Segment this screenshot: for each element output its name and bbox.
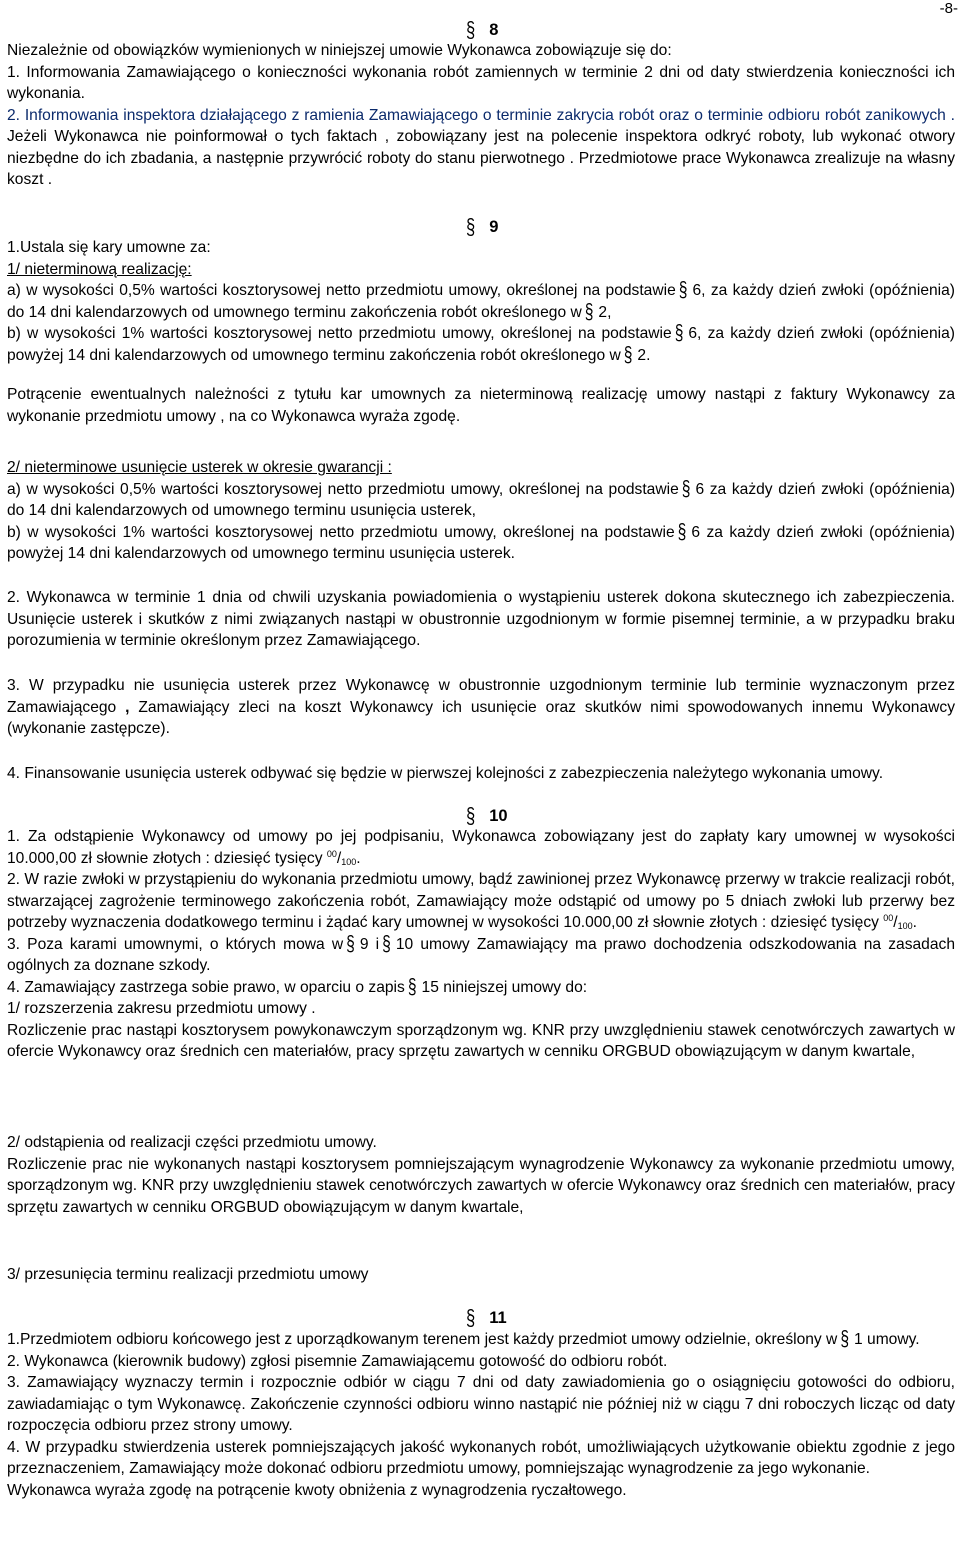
section-heading-10: § 10 (466, 803, 508, 829)
paragraph: 3. Poza karami umownymi, o których mowa w § 9 i § 10 umowy Zamawiający ma prawo dochodzenia odszkodowania na zasadach ogólnych za doznane szkody. (7, 932, 955, 974)
paragraph: Rozliczenie prac nie wykonanych nastąpi kosztorysem pomniejszającym wynagrodzenie Wykonawcy za wykonanie przedmiotu umowy, sporządzonym wg. KNR przy uwzględnieniu stawek cenotwórczych zawartych w ofercie Wykonawcy oraz średnich cen materiałów, pracy sprzętu zawartych w cenniku ORGBUD obowiązującym w danym kwartale, (7, 1155, 955, 1216)
section-9-body (7, 237, 955, 366)
paragraph: 4. Zamawiający zastrzega sobie prawo, w oparciu o zapis § 15 niniejszej umowy do: (7, 975, 588, 999)
section-sign-icon: § (466, 1305, 476, 1331)
paragraph-9-3: 3. W przypadku nie usunięcia usterek przez Wykonawcę w obustronnie uzgodnionym terminie lub terminie wyznaczonym przez Zamawiającego , Zamawiający zleci na koszt Wykonawcy ich usunięcie oraz skutków nimi spowodowanych innemu Wykonawcy (wykonanie zastępcze). (7, 677, 955, 737)
paragraph: 1/ nieterminową realizację: (7, 260, 192, 278)
paragraph: 2/ nieterminowe usunięcie usterek w okresie gwarancji : (7, 459, 392, 476)
section-heading-11: § 11 (466, 1305, 507, 1331)
paragraph: 4. W przypadku stwierdzenia usterek pomniejszających jakość wykonanych robót, umożliwiających użytkowanie obiektu zgodnie z jego przeznaczeniem, Zamawiający może dokonać odbioru przedmiotu umowy, pomniejszając wynagrodzenie za jego wykonanie. (7, 1438, 955, 1477)
paragraph: 1. Informowania Zamawiającego o konieczności wykonania robót zamiennych w terminie 2 dni od daty stwierdzenia konieczności ich wykonania. (7, 63, 955, 102)
paragraph: 2. Wykonawca (kierownik budowy) zgłosi pisemnie Zamawiającemu gotowość do odbioru robót. (7, 1352, 668, 1370)
paragraph-9-4: 4. Finansowanie usunięcia usterek odbywać się będzie w pierwszej kolejności z zabezpieczenia należytego wykonania umowy. (7, 765, 884, 782)
paragraph: b) w wysokości 1% wartości kosztorysowej netto przedmiotu umowy, określonej na podstawie § 6, za każdy dzień zwłoki (opóźnienia) powyżej 14 dni kalendarzowych od umownego terminu zakończenia robót określonego w § 2. (7, 321, 955, 367)
paragraph: 3. Zamawiający wyznaczy termin i rozpocznie odbiór w ciągu 7 dni od daty zawiadomienia go o osiągnięciu gotowości do odbioru, zawiadamiając o tym Wykonawcę. Zakończenie czynności odbioru winno nastąpić nie później niż w ciągu 7 dni roboczych licząc od daty rozpoczęcia odbioru przez strony umowy. (7, 1374, 955, 1434)
paragraph: a) w wysokości 0,5% wartości kosztorysowej netto przedmiotu umowy, określonej na podstawie § 6 za każdy dzień zwłoki (opóźnienia) do 14 dni kalendarzowych od umownego terminu usunięcia usterek, (7, 477, 956, 519)
section-10-item-2 (7, 1132, 955, 1218)
list-item: 1/ rozszerzenia zakresu przedmiotu umowy . (7, 1000, 316, 1017)
paragraph: Niezależnie od obowiązków wymienionych w niniejszej umowie Wykonawca zobowiązuje się do: (7, 42, 672, 59)
warranty-penalties (7, 457, 955, 565)
section-sign-icon: § (466, 17, 476, 43)
paragraph: 1.Ustala się kary umowne za: (7, 239, 211, 256)
section-sign-icon: § (466, 803, 476, 829)
section-8-body (7, 40, 955, 191)
paragraph: Rozliczenie prac nastąpi kosztorysem powykonawczym sporządzonym wg. KNR przy uwzględnieniu stawek cenotwórczych zawartych w ofercie Wykonawcy oraz średnich cen materiałów, pracy sprzętu zawartych w cenniku ORGBUD obowiązującym w danym kwartale, (7, 1021, 955, 1060)
list-item: 3/ przesunięcia terminu realizacji przedmiotu umowy (7, 1266, 369, 1283)
section-10-body (7, 826, 955, 1063)
paragraph (7, 105, 955, 191)
paragraph: Wykonawca wyraża zgodę na potrącenie kwoty obniżenia z wynagrodzenia ryczałtowego. (7, 1481, 627, 1499)
section-heading-8: § 8 (466, 17, 499, 43)
deduction-paragraph: Potrącenie ewentualnych należności z tytułu kar umownych za nieterminową realizację umowy nastąpi z faktury Wykonawcy za wykonanie przedmiotu umowy , na co Wykonawca wyraża zgodę. (7, 386, 955, 425)
section-heading-9: § 9 (466, 214, 499, 240)
text-span: Jeżeli Wykonawca nie poinformował o tych faktach , zobowiązany jest na polecenie inspektora odkryć roboty, lub wykonać otwory niezbędne do ich zbadania, a następnie przywrócić roboty do stanu pierwotnego . Przedmiotowe prace Wykonawca zrealizuje na własny koszt . (7, 128, 955, 188)
paragraph: 1. Za odstąpienie Wykonawcy od umowy po jej podpisaniu, Wykonawca zobowiązany jest do zapłaty kary umownej w wysokości 10.000,00 zł słownie złotych : dziesięć tysięcy $^{00}/_{100}$. (7, 828, 955, 867)
section-10-item-3 (7, 1264, 955, 1286)
text-span: 2. Informowania inspektora działającego z ramienia Zamawiającego o terminie zakrycia robót oraz o terminie odbioru robót zanikowych . (7, 106, 955, 124)
paragraph: b) w wysokości 1% wartości kosztorysowej netto przedmiotu umowy, określonej na podstawie § 6 za każdy dzień zwłoki (opóźnienia) powyżej 14 dni kalendarzowych od umownego terminu usunięcia usterek. (7, 520, 955, 562)
section-sign-icon: § (466, 214, 476, 240)
paragraph-9-2: 2. Wykonawca w terminie 1 dnia od chwili uzyskania powiadomienia o wystąpieniu usterek dokona skutecznego ich zabezpieczenia. Usunięcie usterek i skutków z nimi związanych nastąpi w obustronnie uzgodnionym w formie pisemnej terminie, a w przypadku braku porozumienia w terminie określonym przez Zamawiającego. (7, 589, 955, 649)
section-11-body (7, 1329, 955, 1501)
list-item: 2/ odstąpienia od realizacji części przedmiotu umowy. (7, 1134, 377, 1151)
paragraph: 2. W razie zwłoki w przystąpieniu do wykonania przedmiotu umowy, bądź zawinionej przez Wykonawcę przerwy w trakcie realizacji robót, stwarzającej zagrożenie terminowego zakończenia robót, Zamawiający może odstąpić od umowy po 5 dniach zwłoki lub przerwy bez potrzeby wyznaczenia dodatkowego terminu i żądać kary umownej w wysokości 10.000,00 zł słownie złotych : dziesięć tysięcy $^{00}/_{100}$. (7, 871, 955, 931)
paragraph: a) w wysokości 0,5% wartości kosztorysowej netto przedmiotu umowy, określonej na podstawie § 6, za każdy dzień zwłoki (opóźnienia) do 14 dni kalendarzowych od umownego terminu zakończenia robót określonego w § 2, (7, 278, 955, 324)
paragraph: 1.Przedmiotem odbioru końcowego jest z uporządkowanym terenem jest każdy przedmiot umowy odzielnie, określony w § 1 umowy. (7, 1327, 920, 1351)
page-number: -8- (939, 0, 958, 17)
